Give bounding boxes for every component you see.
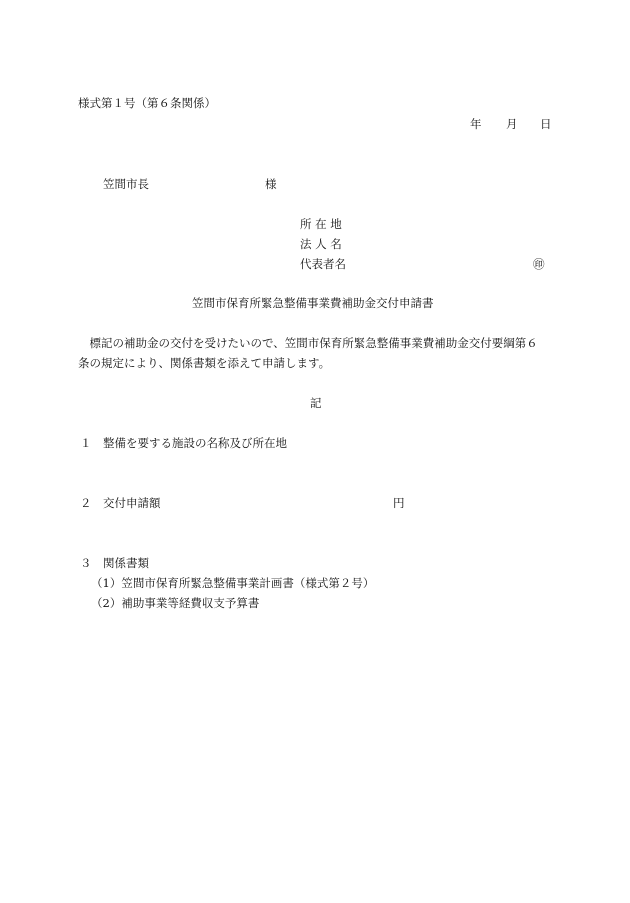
addressee-name: 笠間市長	[103, 177, 149, 191]
item-3-sub-2: （2）補助事業等経費収支予算書	[91, 596, 260, 610]
item-3-text: 関係書類	[103, 556, 149, 570]
corp-name-label: 法 人 名	[300, 237, 342, 251]
item-2-text: 交付申請額	[103, 496, 161, 510]
addressee-honorific: 様	[265, 177, 277, 191]
item-2-number: ２	[80, 496, 92, 510]
form-number: 様式第１号（第６条関係）	[78, 96, 216, 110]
body-line-2: 条の規定により、関係書類を添えて申請します。	[78, 356, 331, 370]
address-label: 所 在 地	[300, 217, 342, 231]
date-month: 月	[506, 117, 518, 131]
seal-mark: ㊞	[533, 257, 545, 271]
ki-heading: 記	[310, 396, 322, 410]
item-1-number: １	[80, 436, 92, 450]
representative-label: 代表者名	[300, 257, 346, 271]
item-1-text: 整備を要する施設の名称及び所在地	[103, 436, 287, 450]
item-2-unit: 円	[393, 496, 405, 510]
date-year: 年	[470, 117, 482, 131]
body-line-1: 標記の補助金の交付を受けたいので、笠間市保育所緊急整備事業費補助金交付要綱第６	[78, 336, 538, 350]
item-3-sub-1: （1）笠間市保育所緊急整備事業計画書（様式第２号）	[91, 576, 375, 590]
date-day: 日	[540, 117, 552, 131]
document-title: 笠間市保育所緊急整備事業費補助金交付申請書	[192, 296, 434, 310]
item-3-number: ３	[80, 556, 92, 570]
